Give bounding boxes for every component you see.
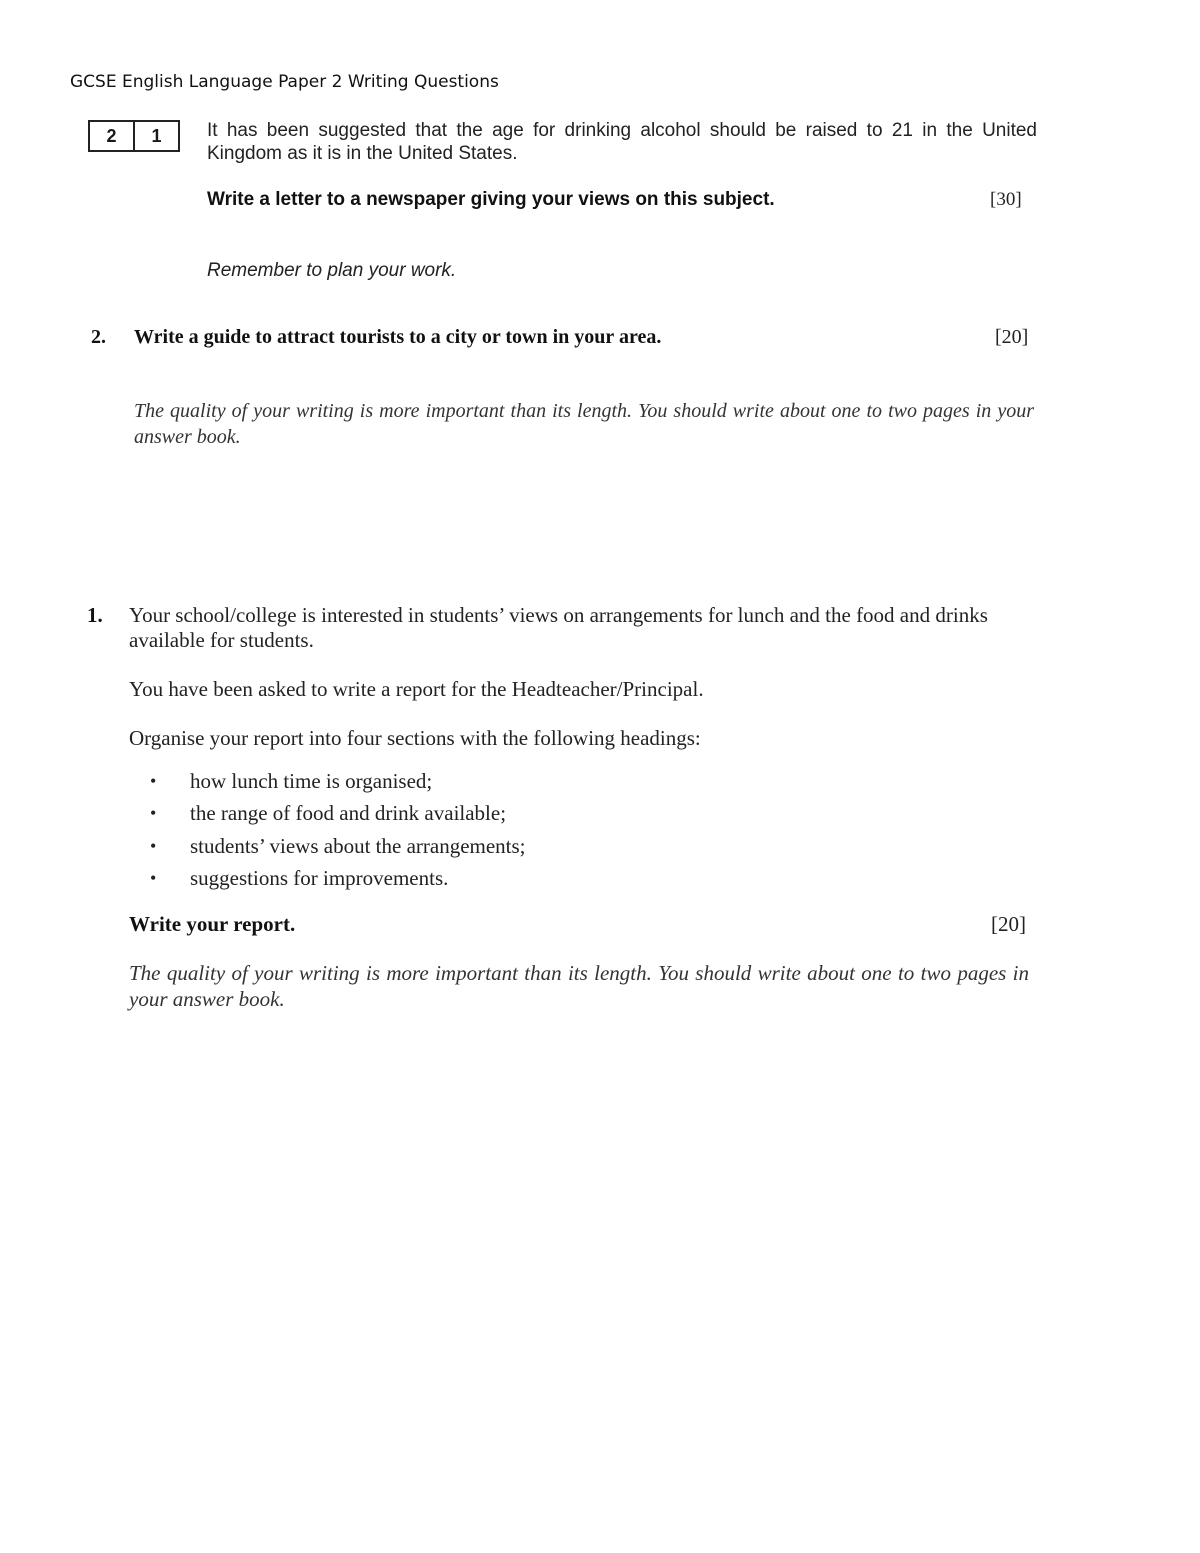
question-1-note: The quality of your writing is more important than its length. You should write about one to two pages in your answer book. (129, 961, 1029, 1011)
question-2-note: The quality of your writing is more important than its length. You should write about one to two pages in your answer book. (134, 400, 1034, 448)
question-1-task: You have been asked to write a report for the Headteacher/Principal. (129, 677, 704, 701)
list-item-text: students’ views about the arrangements; (190, 833, 526, 858)
question-1-number: 1. (87, 603, 103, 627)
question-21-marks: [30] (990, 189, 1022, 210)
question-21-prompt: It has been suggested that the age for drinking alcohol should be raised to 21 in the United Kingdom as it is in the United States. (207, 120, 1037, 164)
question-number-digit-1: 2 (90, 122, 135, 150)
question-21-reminder: Remember to plan your work. (207, 260, 457, 281)
question-21-instruction: Write a letter to a newspaper giving your views on this subject. (207, 189, 775, 210)
question-1-instruction: Write your report. (129, 912, 296, 936)
question-number-box (88, 120, 180, 152)
list-item-text: the range of food and drink available; (190, 801, 507, 826)
list-item (150, 765, 526, 798)
question-2-marks: [20] (995, 326, 1029, 348)
question-1-marks: [20] (991, 912, 1026, 936)
bullet-icon: • (150, 770, 157, 791)
question-1-intro: Your school/college is interested in students’ views on arrangements for lunch and the food and drinks available for students. (129, 603, 988, 652)
question-2-number: 2. (91, 326, 106, 348)
list-item (150, 798, 526, 831)
question-number-digit-2: 1 (151, 125, 162, 146)
list-item (150, 863, 526, 896)
bullet-icon: • (150, 868, 157, 889)
question-2-instruction: Write a guide to attract tourists to a city or town in your area. (134, 326, 662, 348)
bullet-icon: • (150, 835, 157, 856)
list-item (150, 830, 526, 863)
question-1-organise: Organise your report into four sections with the following headings: (129, 726, 701, 750)
page-title: GCSE English Language Paper 2 Writing Questions (70, 72, 499, 92)
bullet-icon: • (150, 803, 157, 824)
list-item-text: how lunch time is organised; (190, 768, 433, 793)
list-item-text: suggestions for improvements. (190, 866, 449, 891)
question-1-heading-list (150, 765, 526, 895)
